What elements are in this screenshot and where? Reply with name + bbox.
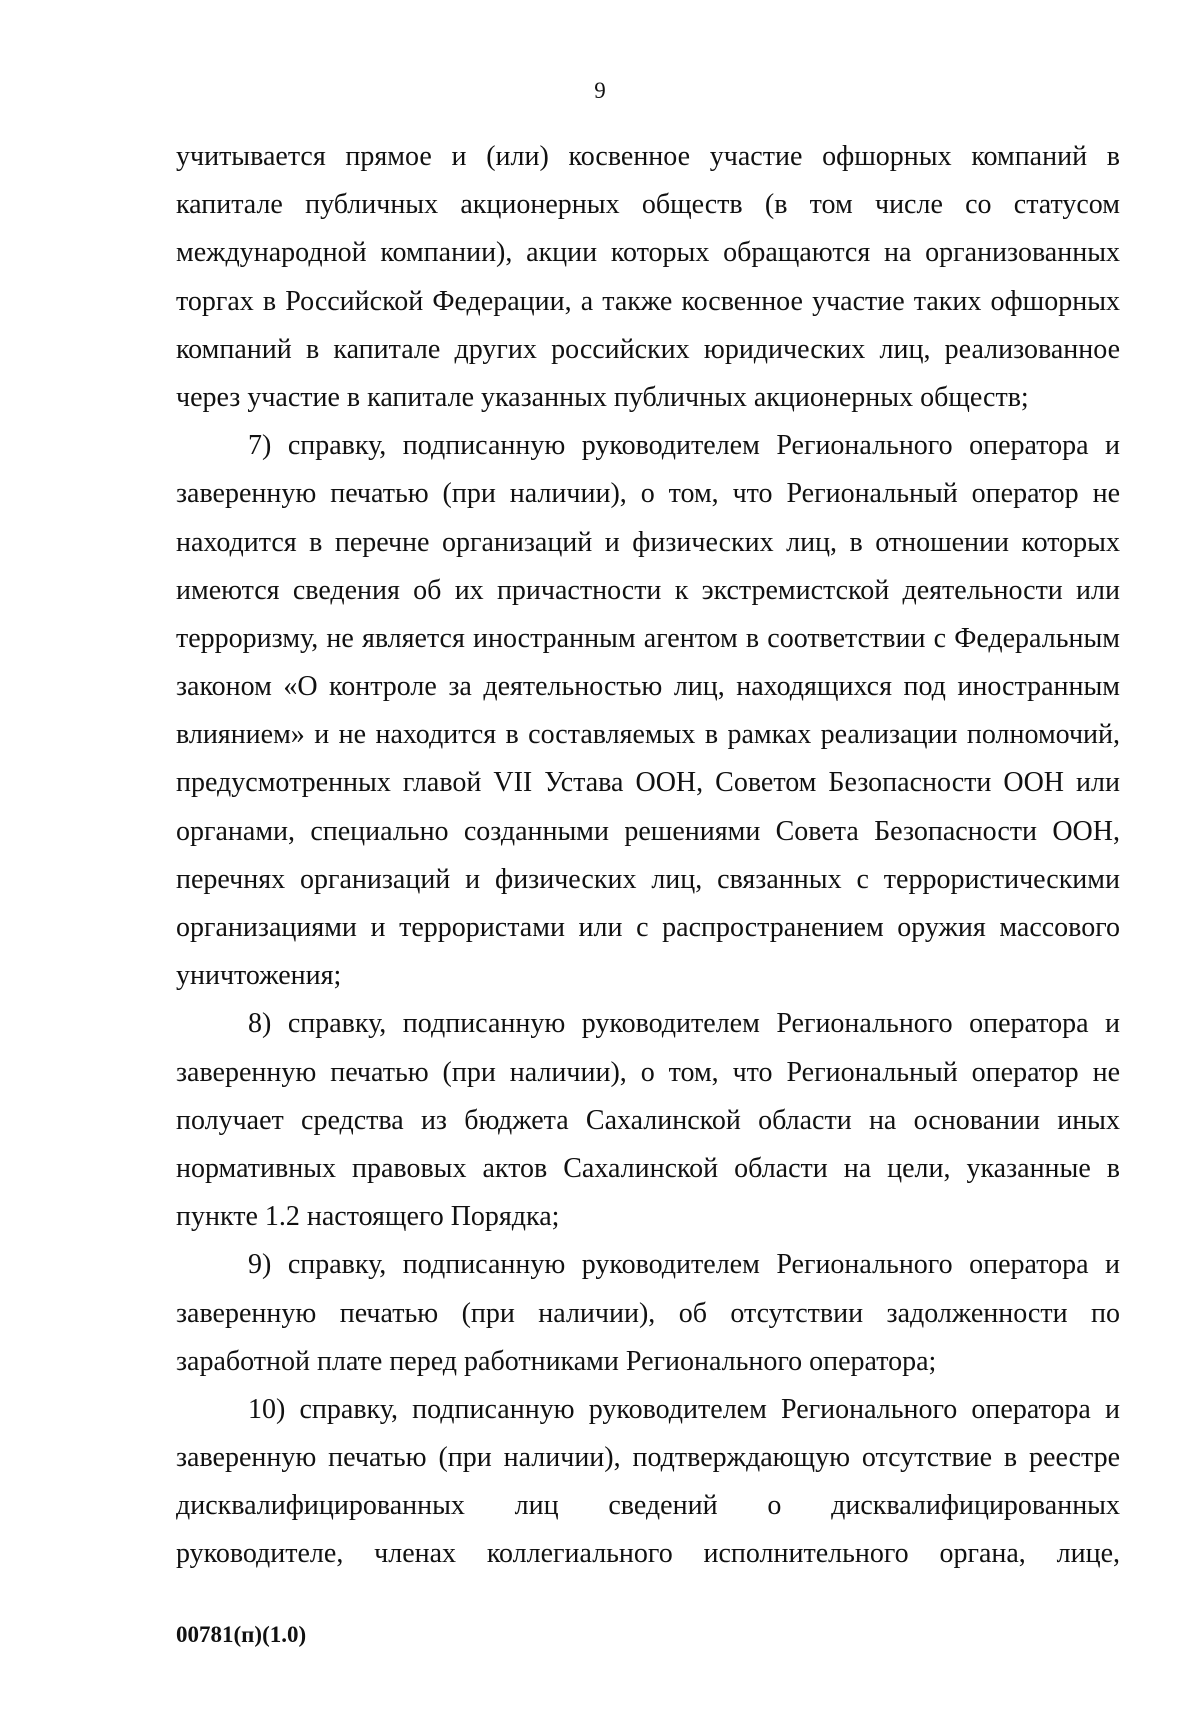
text-line: компаний в капитале других российских юридических лиц, реализованное: [176, 333, 1120, 365]
paragraph-item-8: [176, 1000, 1120, 1241]
text-line: имеются сведения об их причастности к экстремистской деятельности или: [176, 574, 1120, 606]
text-line: учитывается прямое и (или) косвенное участие офшорных компаний в: [176, 141, 1120, 172]
paragraph-item-10: [176, 1386, 1120, 1579]
text-line: 8) справку, подписанную руководителем Регионального оператора и: [248, 1008, 1120, 1040]
text-line: через участие в капитале указанных публичных акционерных обществ;: [176, 381, 1029, 413]
text-line: находится в перечне организаций и физических лиц, в отношении которых: [176, 526, 1120, 558]
text-line: получает средства из бюджета Сахалинской области на основании иных: [176, 1104, 1120, 1136]
text-line: уничтожения;: [176, 960, 342, 992]
document-code: 00781(п)(1.0): [176, 1622, 307, 1647]
text-line: организациями и террористами или с распространением оружия массового: [176, 912, 1120, 943]
text-line: заверенную печатью (при наличии), о том, что Региональный оператор не: [176, 478, 1120, 510]
text-line: международной компании), акции которых обращаются на организованных: [176, 237, 1120, 269]
text-line: торгах в Российской Федерации, а также косвенное участие таких офшорных: [176, 285, 1120, 317]
text-line: 7) справку, подписанную руководителем Регионального оператора и: [248, 430, 1120, 462]
text-line: 10) справку, подписанную руководителем Регионального оператора и: [248, 1393, 1120, 1425]
text-line: заверенную печатью (при наличии), об отсутствии задолженности по: [176, 1297, 1120, 1329]
text-line: 9) справку, подписанную руководителем Регионального оператора и: [248, 1249, 1120, 1281]
paragraph-item-7: [176, 422, 1120, 1000]
page-number: 9: [594, 78, 606, 103]
text-line: заработной плате перед работниками Регионального оператора;: [176, 1345, 937, 1377]
text-line: перечнях организаций и физических лиц, связанных с террористическими: [176, 863, 1120, 895]
paragraph-continuation: [176, 133, 1120, 422]
text-line: дисквалифицированных лиц сведений о дисквалифицированных: [176, 1490, 1120, 1522]
paragraph-item-9: [176, 1241, 1120, 1386]
text-line: предусмотренных главой VII Устава ООН, Советом Безопасности ООН или: [176, 767, 1120, 799]
text-line: руководителе, членах коллегиального исполнительного органа, лице,: [176, 1538, 1120, 1570]
text-line: нормативных правовых актов Сахалинской области на цели, указанные в: [176, 1152, 1120, 1184]
text-line: заверенную печатью (при наличии), подтверждающую отсутствие в реестре: [176, 1442, 1120, 1474]
text-line: пункте 1.2 настоящего Порядка;: [176, 1201, 560, 1233]
text-line: терроризму, не является иностранным агентом в соответствии с Федеральным: [176, 622, 1120, 654]
document-body: [176, 133, 1120, 1579]
text-line: влиянием» и не находится в составляемых в рамках реализации полномочий,: [176, 719, 1120, 751]
text-line: органами, специально созданными решениями Совета Безопасности ООН,: [176, 815, 1120, 847]
text-line: законом «О контроле за деятельностью лиц, находящихся под иностранным: [176, 671, 1120, 703]
text-line: капитале публичных акционерных обществ (в том числе со статусом: [176, 189, 1120, 221]
text-line: заверенную печатью (при наличии), о том, что Региональный оператор не: [176, 1056, 1120, 1088]
